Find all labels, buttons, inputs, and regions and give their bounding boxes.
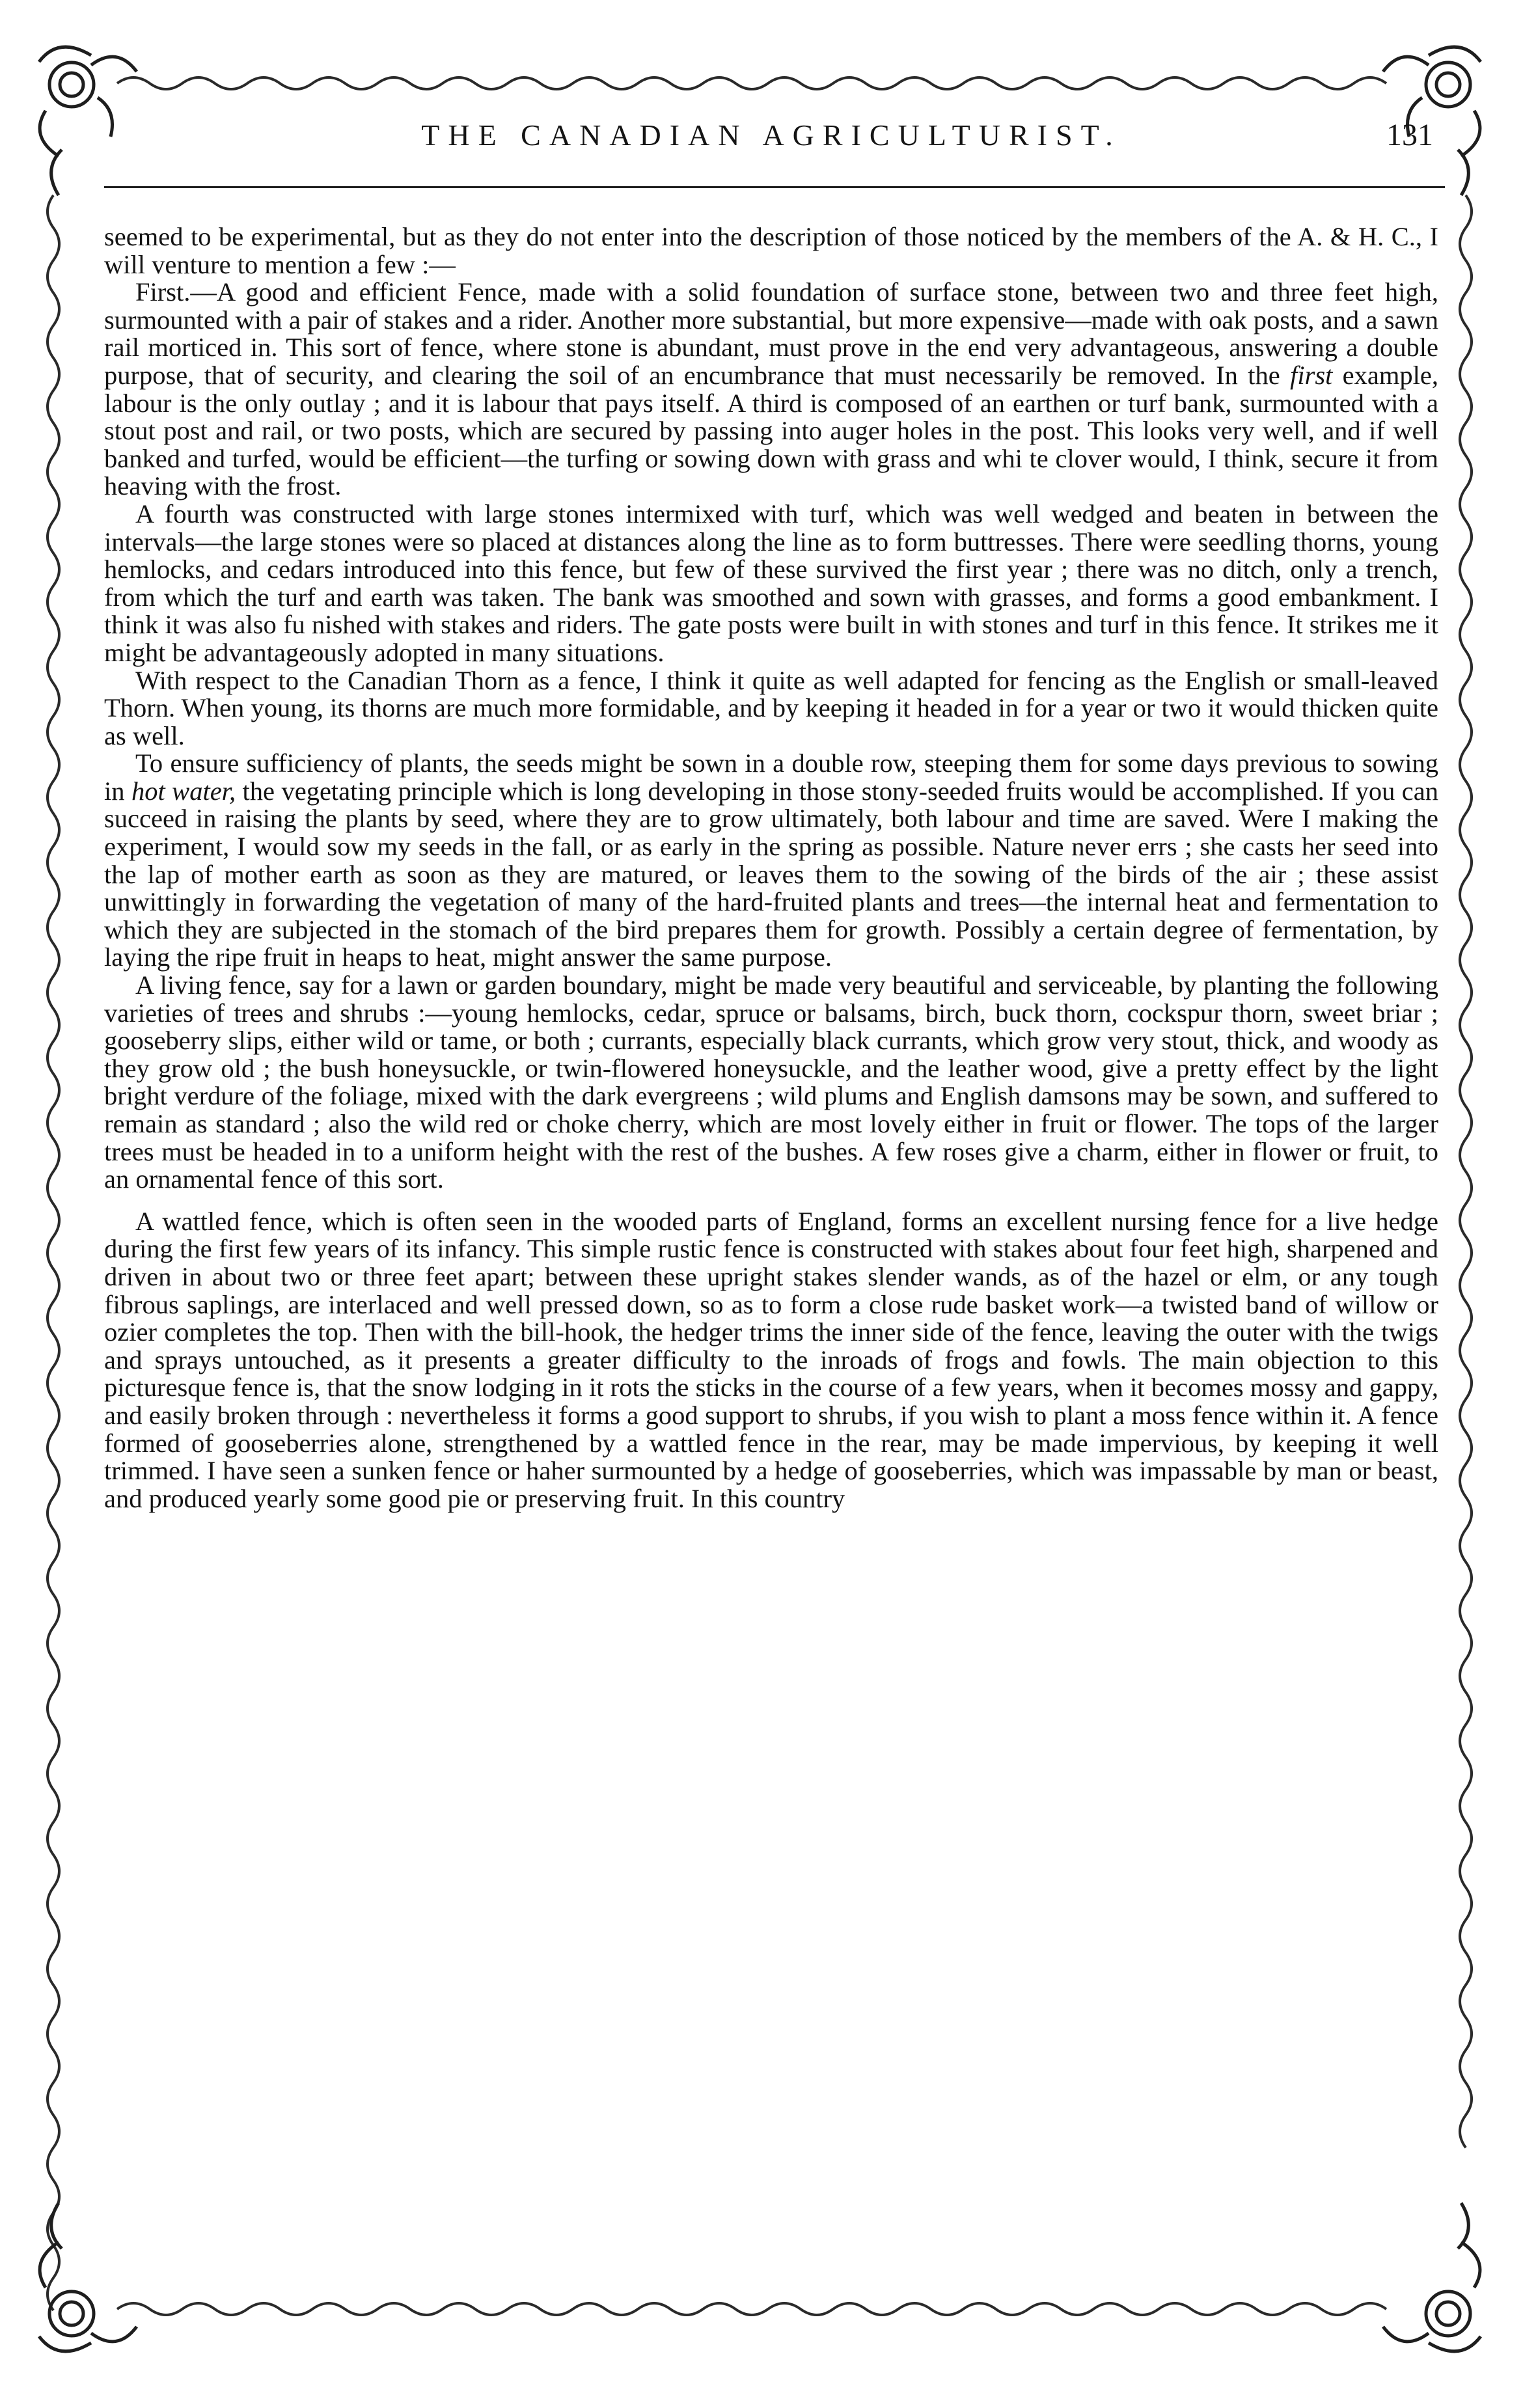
paragraph <box>104 279 1438 500</box>
text-run: the vegetating principle which is long developing in those stony-seeded fruits would be accomplished. If you can succeed in raising the plants by seed, where they are to grow ultimately, both labour and time are saved. Were I making the experiment, I would sow my seeds in the fall, or as early in the spring as possible. Nature never errs ; she casts her seed into the lap of mother earth as soon as they are matured, or leaves them to the sowing of the birds of the air ; these assist unwittingly in forwarding the vegetation of many of the hard-fruited plants and trees—the internal heat and fermentation to which they are subjected in the stomach of the bird prepares them for growth. Possibly a certain degree of fermentation, by laying the ripe fruit in heaps to heat, might answer the same purpose. <box>104 776 1439 972</box>
italic-text: first <box>1290 360 1333 390</box>
italic-text: hot water, <box>131 776 236 806</box>
text-run: A fourth was constructed with large stones intermixed with turf, which was well wedged and beaten in between the intervals—the large stones were so placed at distances along the line as to form buttresses. There were seedling thorns, young hemlocks, and cedars introduced into this fence, but few of these survived the first year ; there was no ditch, only a trench, from which the turf and earth was taken. The bank was smoothed and sown with grasses, and forms a good embankment. I think it was also fu nished with stakes and riders. The gate posts were built in with stones and turf in this fence. It strikes me it might be advantageously adopted in many situations. <box>104 499 1438 667</box>
border-bottom-vine <box>117 2303 1386 2315</box>
border-top-vine <box>117 77 1386 89</box>
text-run: With respect to the Canadian Thorn as a fence, I think it quite as well adapted for fencing as the English or small-leaved Thorn. When young, its thorns are much more formidable, and by keeping it headed in for a year or two it would thicken quite as well. <box>104 665 1438 750</box>
running-title: THE CANADIAN AGRICULTURIST. <box>421 118 1121 152</box>
paragraph <box>104 667 1438 750</box>
text-run: seemed to be experimental, but as they do not enter into the description of those noticed by the members of the A. & H. C., I will venture to mention a few :— <box>104 222 1438 279</box>
header-rule <box>104 186 1445 188</box>
paragraph <box>104 750 1438 972</box>
paragraph <box>104 1208 1438 1513</box>
paragraph <box>104 972 1438 1194</box>
text-run: A wattled fence, which is often seen in the wooded parts of England, forms an excellent nursing fence for a live hedge during the first few years of its infancy. This simple rustic fence is constructed with stakes about four feet high, sharpened and driven in about two or three feet apart; between these upright stakes slender wands, as of the hazel or elm, or any tough fibrous saplings, are interlaced and well pressed down, so as to form a close rude basket work—a twisted band of willow or ozier completes the top. Then with the bill-hook, the hedger trims the inner side of the fence, leaving the outer with the twigs and sprays untouched, as it presents a greater difficulty to the inroads of frogs and fowls. The main objection to this picturesque fence is, that the snow lodging in it rots the sticks in the course of a few years, when it becomes mossy and gappy, and easily broken through : nevertheless it forms a good support to shrubs, if you wish to plant a moss fence within it. A fence formed of gooseberries alone, strengthened by a wattled fence in the rear, may be made impervious, by keeping it well trimmed. I have seen a sunken fence or haher surmounted by a hedge of gooseberries, which was impassable by man or beast, and produced yearly some good pie or preserving fruit. In this country <box>104 1206 1438 1513</box>
text-run: A living fence, say for a lawn or garden boundary, might be made very beautiful and serviceable, by planting the following varieties of trees and shrubs :—young hemlocks, cedar, spruce or balsams, birch, buck thorn, cockspur thorn, sweet briar ; gooseberry slips, either wild or tame, or both ; currants, especially black currants, which grow very stout, thick, and woody as they grow old ; the bush honeysuckle, or twin-flowered honeysuckle, and the leather wood, give a pretty effect by the light bright verdure of the foliage, mixed with the dark evergreens ; wild plums and English damsons may be sown, and suffered to remain as standard ; also the wild red or choke cherry, which are most lovely either in fruit or flower. The tops of the larger trees must be headed in to a uniform height with the rest of the bushes. A few roses give a charm, either in flower or fruit, to an ornamental fence of this sort. <box>104 970 1438 1194</box>
paragraph <box>104 500 1438 667</box>
border-left-vine <box>48 195 59 2310</box>
page-header <box>104 116 1438 161</box>
text-run: First.—A good and efficient Fence, made with a solid foundation of surface stone, between two and three feet high, surmounted with a pair of stakes and a rider. Another more substantial, but more expensive—made with oak posts, and a sawn rail morticed in. This sort of fence, where stone is abundant, must prove in the end very advantageous, answering a double purpose, that of security, and clearing the soil of an encumbrance that must necessarily be removed. In the <box>104 277 1438 390</box>
text-run: example, labour is the only outlay ; and it is labour that pays itself. A third is composed of an earthen or turf bank, surmounted with a stout post and rail, or two posts, which are secured by passing into auger holes in the post. This looks very well, and if well banked and turfed, would be efficient—the turfing or sowing down with grass and whi te clover would, I think, secure it from heaving with the frost. <box>104 360 1438 501</box>
border-right-vine <box>1460 195 1472 2148</box>
text-run: To ensure sufficiency of plants, the seeds might be sown in a double row, steeping them for some days previous to sowing in <box>104 748 1438 806</box>
corner-ornament-bottom-right <box>1383 2203 1481 2351</box>
paragraph <box>104 223 1438 279</box>
article-body <box>104 223 1438 1512</box>
page-number: 131 <box>1386 118 1433 152</box>
